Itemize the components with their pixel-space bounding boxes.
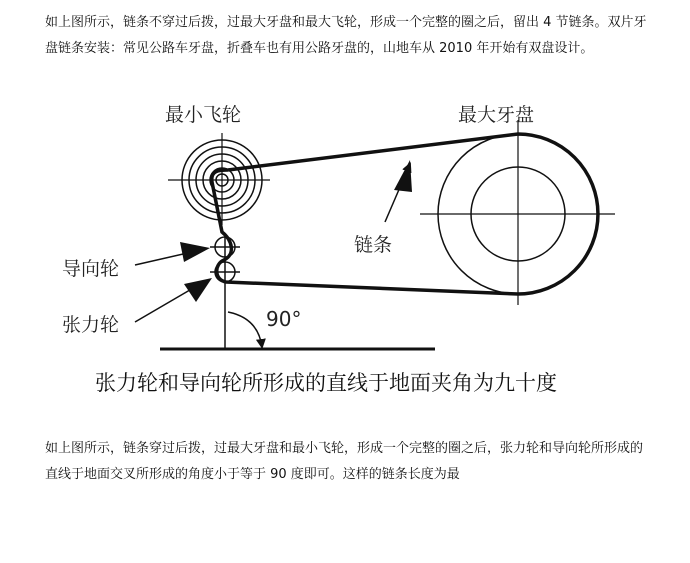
largest-chainring (420, 120, 615, 305)
paragraph-explanation: 如上图所示，链条穿过后拨，过最大牙盘和最小飞轮，形成一个完整的圈之后，张力轮和导向轮所形成的直线于地面交叉所形成的角度小于等于 90 度即可。这样的链条长度为最 (45, 441, 644, 482)
label-guide-pulley: 导向轮 (62, 258, 120, 280)
label-largest-chainring: 最大牙盘 (458, 104, 535, 126)
tension-pulley (210, 260, 240, 348)
angle-arc (228, 312, 262, 347)
diagram-caption: 张力轮和导向轮所形成的直线于地面夹角为九十度 (95, 371, 557, 395)
label-tension-pulley: 张力轮 (62, 314, 120, 336)
label-chain: 链条 (354, 234, 393, 256)
paragraph-intro: 如上图所示，链条不穿过后拨，过最大牙盘和最大飞轮，形成一个完整的圈之后，留出 4 节链条。双片牙盘链条安装：常见公路车牙盘，折叠车也有用公路牙盘的，山地车从 2010 年开始有双盘设计。 (45, 15, 647, 56)
angle-label: 90° (266, 307, 302, 331)
label-smallest-cog: 最小飞轮 (165, 104, 242, 126)
